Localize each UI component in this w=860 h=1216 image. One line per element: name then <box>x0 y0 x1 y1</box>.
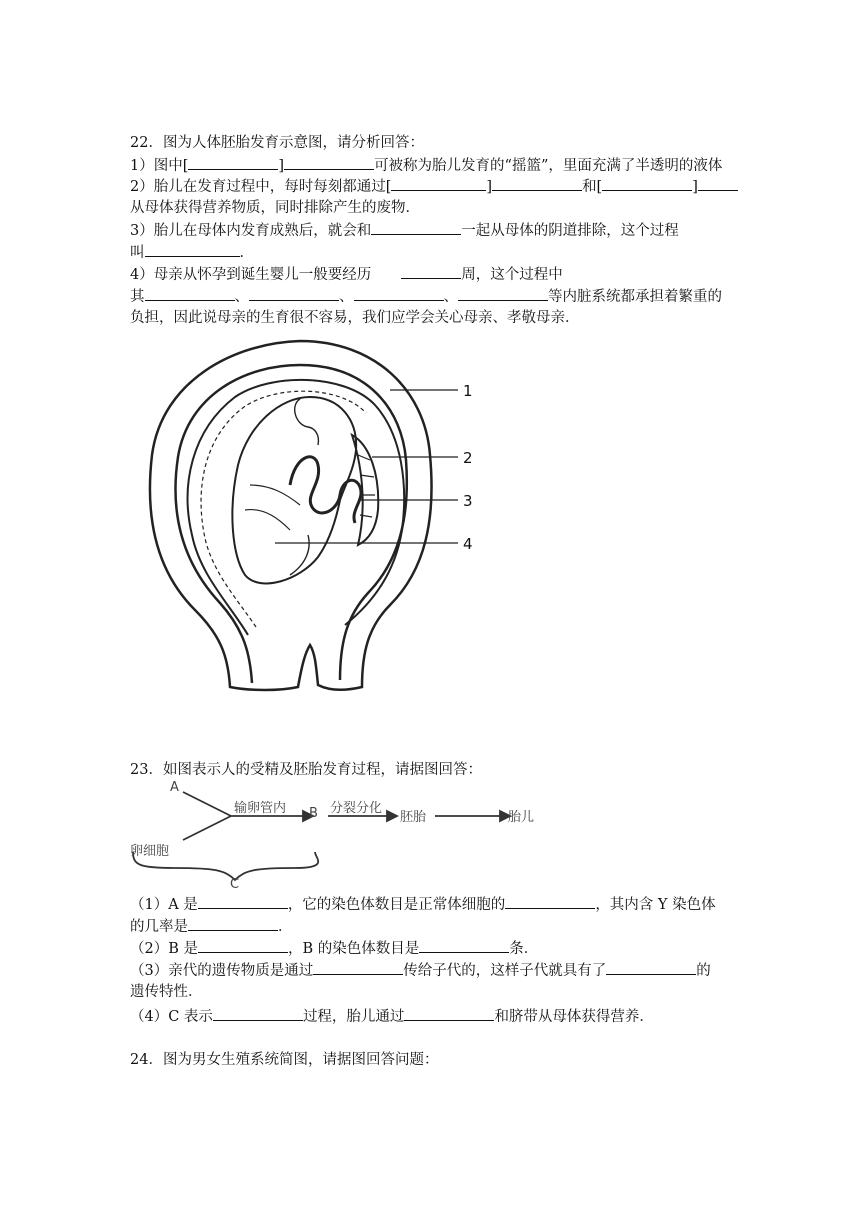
answer-blank[interactable] <box>213 1006 303 1021</box>
q23-item3: （3）亲代的遗传物质是通过 传给子代的，这样子代就具有了 的 <box>130 960 711 981</box>
answer-blank[interactable] <box>198 894 288 909</box>
figure-label-4: 4 <box>463 535 473 553</box>
answer-blank[interactable] <box>404 1006 494 1021</box>
diagram-label-tube: 输卵管内 <box>234 801 287 816</box>
q22-item1: 1）图中[ ] 可被称为胎儿发育的“摇篮”，里面充满了半透明的液体 <box>130 155 722 176</box>
answer-blank[interactable] <box>391 176 486 191</box>
answer-blank[interactable] <box>198 938 288 953</box>
diagram-label-embryo: 胚胎 <box>400 810 427 825</box>
q23-item1-cont: 的几率是 ． <box>130 916 293 937</box>
q23-title: 23．如图表示人的受精及胚胎发育过程，请据图回答： <box>130 762 482 778</box>
answer-blank[interactable] <box>188 155 278 170</box>
q22-item2-cont: 从母体获得营养物质，同时排除产生的废物． <box>130 200 420 216</box>
diagram-label-egg: 卵细胞 <box>130 844 170 859</box>
diagram-label-a: A <box>170 780 179 795</box>
q23-item3-cont: 遗传特性． <box>130 984 203 1000</box>
answer-blank[interactable] <box>606 960 696 975</box>
diagram-label-c: C <box>230 877 240 892</box>
answer-blank[interactable] <box>602 176 692 191</box>
answer-blank[interactable] <box>698 176 738 191</box>
answer-blank[interactable] <box>419 938 509 953</box>
figure-label-1: 1 <box>463 382 473 400</box>
answer-blank[interactable] <box>371 220 461 235</box>
answer-blank[interactable] <box>145 242 240 257</box>
answer-blank[interactable] <box>492 176 582 191</box>
answer-blank[interactable] <box>284 155 374 170</box>
q22-item4: 4）母亲从怀孕到诞生婴儿一般要经历 周，这个过程中 <box>130 264 563 285</box>
q22-item4-cont: 其 、 、 、 等内脏系统都承担着繁重的 <box>130 286 722 307</box>
answer-blank[interactable] <box>401 264 461 279</box>
answer-blank[interactable] <box>313 960 403 975</box>
answer-blank[interactable] <box>354 286 444 301</box>
answer-blank[interactable] <box>249 286 339 301</box>
diagram-label-divide: 分裂分化 <box>330 801 383 816</box>
figure-label-3: 3 <box>463 492 473 510</box>
q22-item4-cont2: 负担，因此说母亲的生育很不容易，我们应学会关心母亲、孝敬母亲． <box>130 310 580 326</box>
diagram-label-fetus: 胎儿 <box>508 810 535 825</box>
q24-title: 24．图为男女生殖系统简图，请据图回答问题： <box>130 1052 439 1068</box>
embryo-figure <box>140 335 500 695</box>
q23-item4: （4）C 表示 过程，胎儿通过 和脐带从母体获得营养． <box>130 1006 654 1027</box>
q23-item2: （2）B 是 ，B 的染色体数目是 条． <box>130 938 538 959</box>
figure-label-2: 2 <box>463 449 473 467</box>
answer-blank[interactable] <box>188 916 278 931</box>
diagram-label-b: B <box>309 806 318 821</box>
answer-blank[interactable] <box>458 286 548 301</box>
q22-item3: 3）胎儿在母体内发育成熟后，就会和 一起从母体的阴道排除，这个过程 <box>130 220 679 241</box>
q22-title: 22．图为人体胚胎发育示意图，请分析回答： <box>130 135 424 151</box>
q22-item3-cont: 叫 ． <box>130 242 254 263</box>
q23-item1: （1）A 是 ，它的染色体数目是正常体细胞的 ，其内含 Y 染色体 <box>130 894 716 915</box>
answer-blank[interactable] <box>145 286 235 301</box>
answer-blank[interactable] <box>505 894 595 909</box>
q22-item2: 2）胎儿在发育过程中，每时每刻都通过[ ] 和[ ] <box>130 176 738 197</box>
